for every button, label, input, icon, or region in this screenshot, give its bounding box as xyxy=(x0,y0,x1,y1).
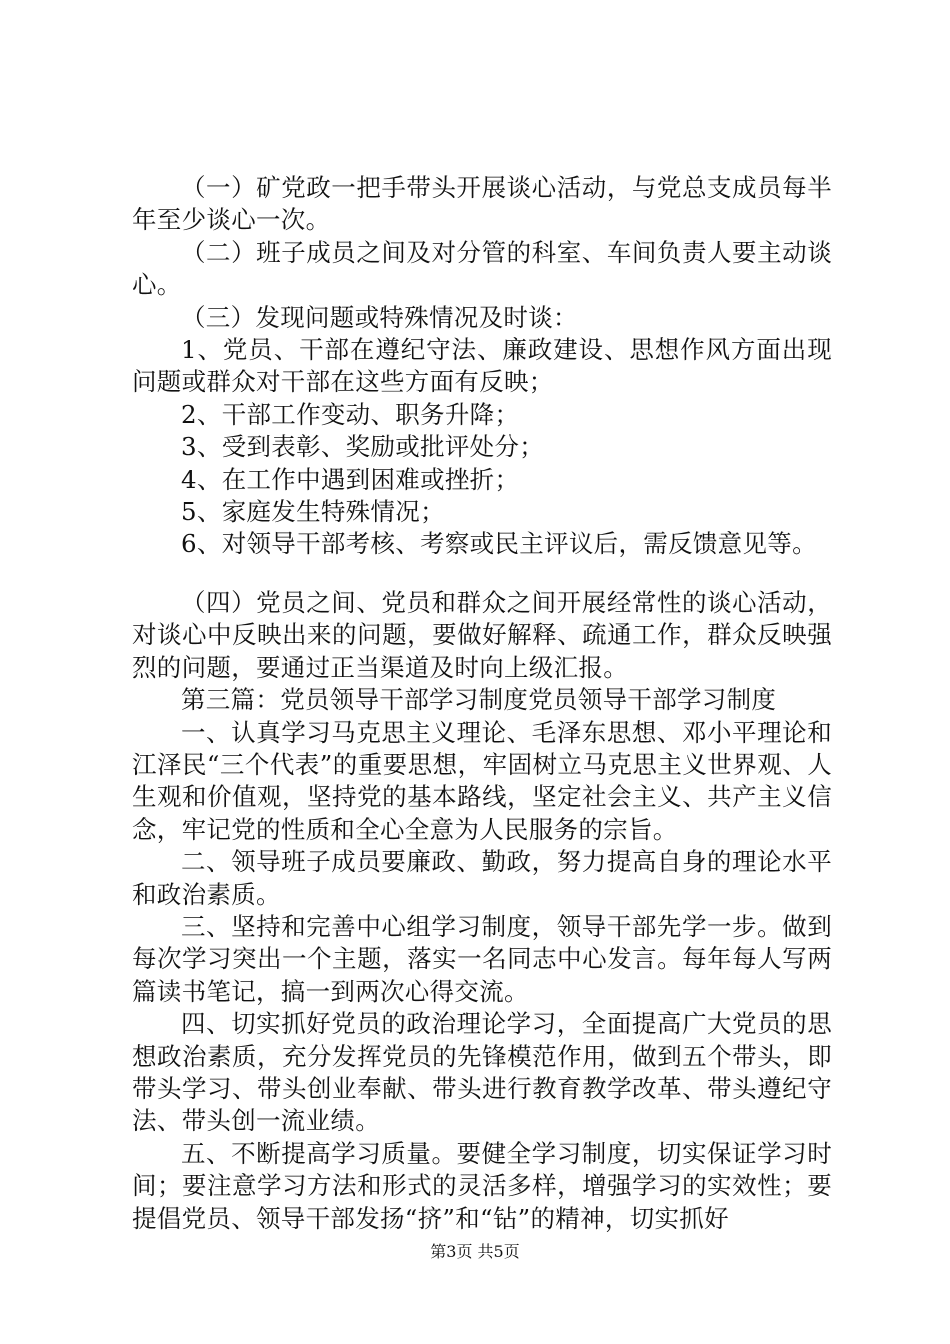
list-item-1: 1、党员、干部在遵纪守法、廉政建设、思想作风方面出现问题或群众对干部在这些方面有反映； xyxy=(132,335,832,397)
rule-2: 二、领导班子成员要廉政、勤政，努力提高自身的理论水平和政治素质。 xyxy=(132,847,832,909)
paragraph-4: （四）党员之间、党员和群众之间开展经常性的谈心活动，对谈心中反映出来的问题，要做好解释、疏通工作，群众反映强烈的问题，要通过正当渠道及时向上级汇报。 xyxy=(132,587,832,682)
paragraph-3: （三）发现问题或特殊情况及时谈： xyxy=(181,302,578,332)
list-item-6: 6、对领导干部考核、考察或民主评议后，需反馈意见等。 xyxy=(181,529,817,559)
list-item-3: 3、受到表彰、奖励或批评处分； xyxy=(181,432,545,462)
paragraph-1: （一）矿党政一把手带头开展谈心活动，与党总支成员每半年至少谈心一次。 xyxy=(132,173,832,235)
rule-5: 五、不断提高学习质量。要健全学习制度，切实保证学习时间；要注意学习方法和形式的灵活多样，增强学习的实效性；要提倡党员、领导干部发扬“挤”和“钻”的精神，切实抓好 xyxy=(132,1138,832,1233)
rule-4: 四、切实抓好党员的政治理论学习，全面提高广大党员的思想政治素质，充分发挥党员的先锋模范作用，做到五个带头，即带头学习、带头创业奉献、带头进行教育教学改革、带头遵纪守法、带头创一流业绩。 xyxy=(132,1009,832,1136)
page-number-footer: 第3页 共5页 xyxy=(430,1242,520,1261)
list-item-4: 4、在工作中遇到困难或挫折； xyxy=(181,464,520,494)
document-body xyxy=(132,172,832,1235)
list-item-2: 2、干部工作变动、职务升降； xyxy=(181,399,520,429)
rule-3: 三、坚持和完善中心组学习制度，领导干部先学一步。做到每次学习突出一个主题，落实一名同志中心发言。每年每人写两篇读书笔记，搞一到两次心得交流。 xyxy=(132,911,832,1006)
list-item-5: 5、家庭发生特殊情况； xyxy=(181,497,445,527)
rule-1: 一、认真学习马克思主义理论、毛泽东思想、邓小平理论和江泽民“三个代表”的重要思想，牢固树立马克思主义世界观、人生观和价值观，坚持党的基本路线，坚定社会主义、共产主义信念，牢记党的性质和全心全意为人民服务的宗旨。 xyxy=(132,717,832,844)
paragraph-2: （二）班子成员之间及对分管的科室、车间负责人要主动谈心。 xyxy=(132,237,832,300)
section-heading: 第三篇：党员领导干部学习制度党员领导干部学习制度 xyxy=(181,685,777,715)
paragraph-gap xyxy=(132,561,832,587)
